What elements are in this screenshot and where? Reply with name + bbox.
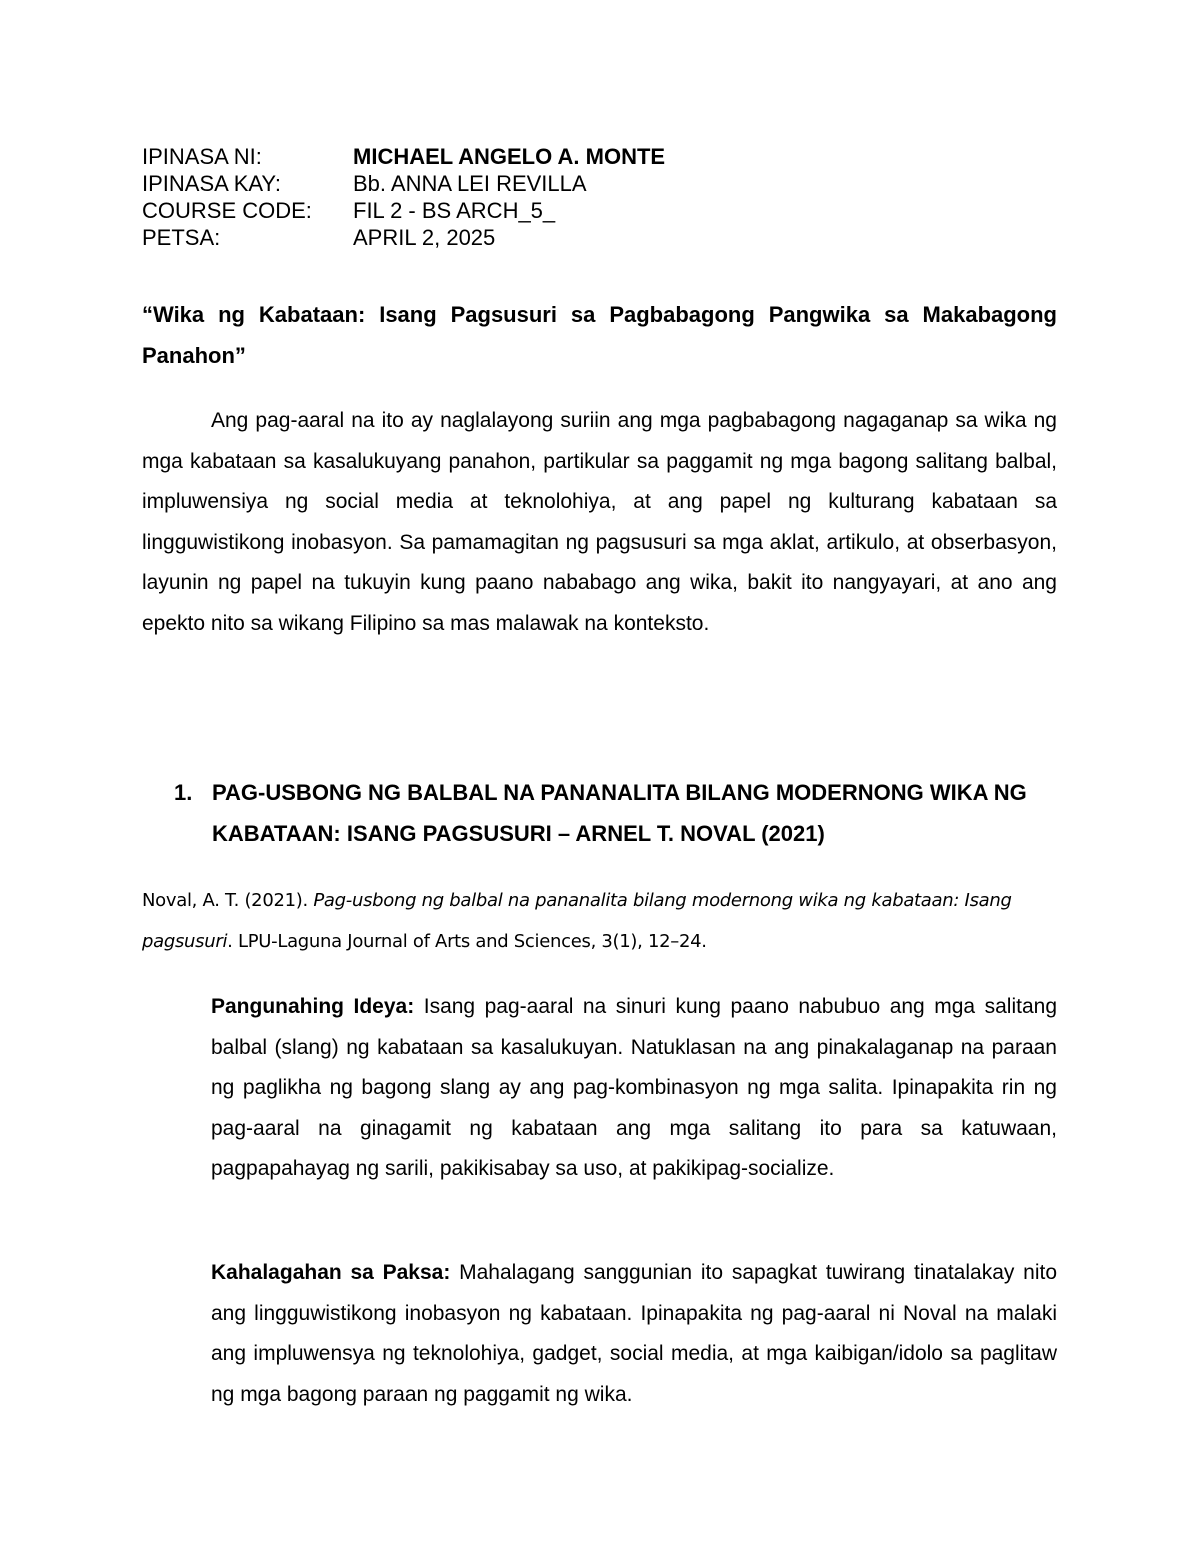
section-number: 1. xyxy=(174,780,193,805)
main-idea-text: Isang pag-aaral na sinuri kung paano nabubuo ang mga salitang balbal (slang) ng kabataan sa kasalukuyan. Natuklasan na ang pinakalaganap na paraan ng paglikha ng bagong slang ay ang pag-kombinasyon ng mga salita. Ipinapakita rin ng pag-aaral na ginagamit ng kabataan ang mga salitang ito para sa katuwaan, pagpapahayag ng sarili, pakikisabay sa uso, at pakikipag-socialize. xyxy=(211,995,1057,1180)
citation-source: . LPU-Laguna Journal of Arts and Sciences, 3(1), 12–24. xyxy=(227,931,707,952)
header-label: IPINASA NI: xyxy=(142,144,262,169)
header-row-course-code xyxy=(142,197,665,224)
section-title: PAG-USBONG NG BALBAL NA PANANALITA BILANG MODERNONG WIKA NG KABATAAN: ISANG PAGSUSURI – ARNEL T. NOVAL (2021) xyxy=(212,780,1027,846)
header-value: MICHAEL ANGELO A. MONTE xyxy=(353,144,666,169)
header-row-date xyxy=(142,224,665,251)
header-value: Bb. ANNA LEI REVILLA xyxy=(353,171,587,196)
main-idea-label: Pangunahing Ideya: xyxy=(211,995,415,1018)
significance-paragraph xyxy=(211,1253,1057,1415)
header-label: COURSE CODE: xyxy=(142,198,312,223)
header-row-submitted-to xyxy=(142,170,665,197)
significance-label: Kahalagahan sa Paksa: xyxy=(211,1261,451,1284)
intro-paragraph: Ang pag-aaral na ito ay naglalayong suriin ang mga pagbabagong nagaganap sa wika ng mga kabataan sa kasalukuyang panahon, partikular sa paggamit ng mga bagong salitang balbal, impluwensiya ng social media at teknolohiya, at ang papel ng kulturang kabataan sa lingguwistikong inobasyon. Sa pamamagitan ng pagsusuri sa mga aklat, artikulo, at obserbasyon, layunin ng papel na tukuyin kung paano nababago ang wika, bakit ito nangyayari, at ano ang epekto nito sa wikang Filipino sa mas malawak na konteksto. xyxy=(142,409,1057,635)
significance-text: Mahalagang sanggunian ito sapagkat tuwirang tinatalakay nito ang lingguwistikong inobasyon ng kabataan. Ipinapakita ng pag-aaral ni Noval na malaki ang impluwensya ng teknolohiya, gadget, social media, at mga kaibigan/idolo sa paglitaw ng mga bagong paraan ng paggamit ng wika. xyxy=(211,1261,1058,1406)
header-value: APRIL 2, 2025 xyxy=(353,225,496,250)
citation-title: Pag-usbong ng balbal na pananalita bilang modernong wika ng kabataan: Isang pagsusuri xyxy=(142,890,1012,952)
reference-citation xyxy=(142,880,1057,962)
header-label: IPINASA KAY: xyxy=(142,171,281,196)
submission-header xyxy=(142,143,665,251)
section-heading xyxy=(174,772,1057,854)
header-label: PETSA: xyxy=(142,225,221,250)
header-value: FIL 2 - BS ARCH_5_ xyxy=(353,198,556,223)
header-row-submitted-by xyxy=(142,143,665,170)
main-idea-paragraph xyxy=(211,987,1057,1190)
document-title: “Wika ng Kabataan: Isang Pagsusuri sa Pagbabagong Pangwika sa Makabagong Panahon” xyxy=(142,302,1057,368)
citation-author: Noval, A. T. (2021). xyxy=(142,890,314,911)
